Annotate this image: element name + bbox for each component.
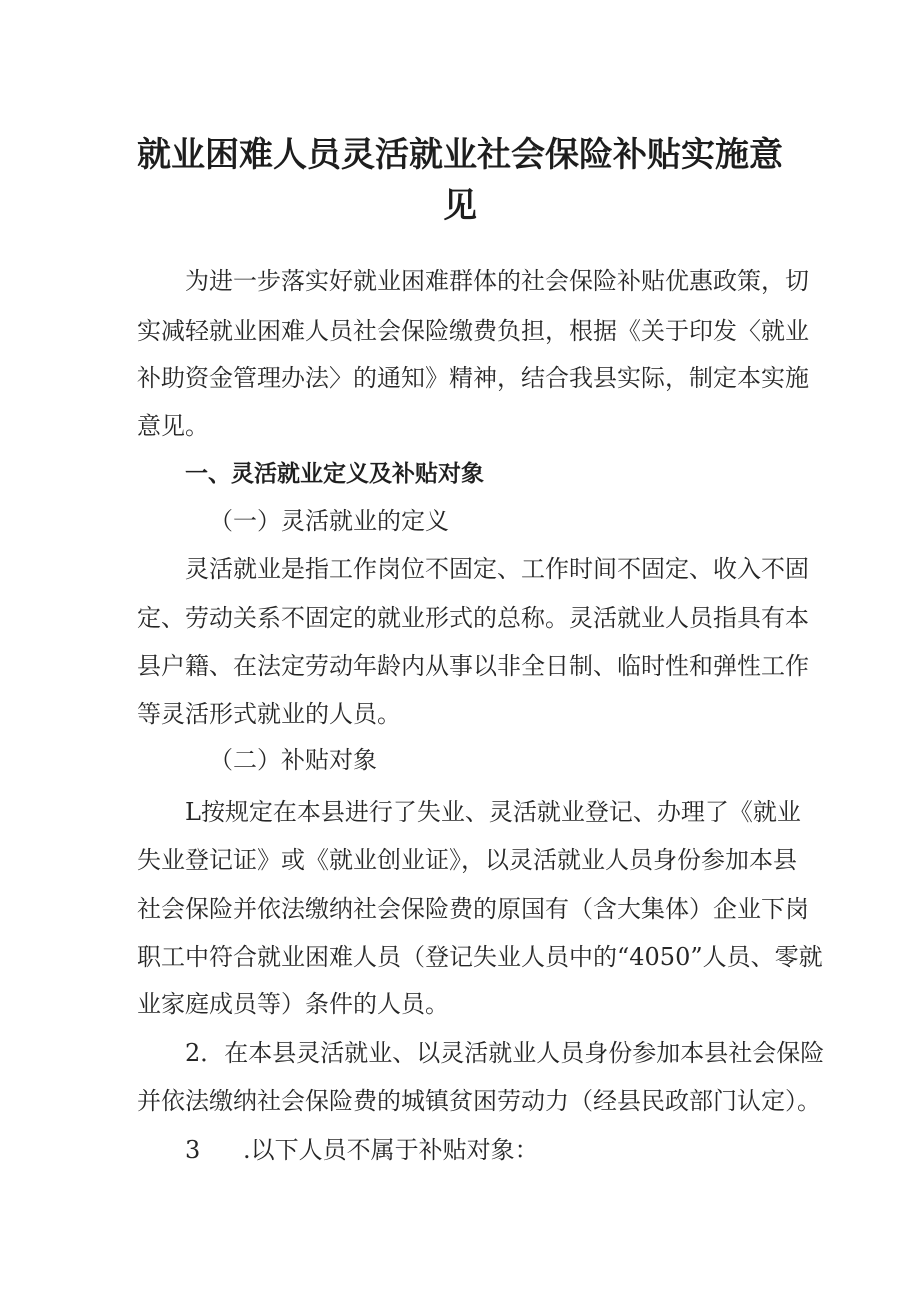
intro-line-3: 补助资金管理办法〉的通知》精神，结合我县实际，制定本实施 [137, 364, 809, 392]
document-title-line-2: 见 [443, 186, 477, 226]
subsection-1-line-1: 灵活就业是指工作岗位不固定、工作时间不固定、收入不固 [185, 555, 809, 583]
item-1-line-3: 社会保险并依法缴纳社会保险费的原国有（含大集体）企业下岗 [137, 895, 809, 923]
item-3-number: 3 [185, 1136, 201, 1164]
intro-line-4: 意见。 [137, 412, 209, 440]
item-1-line-2: 失业登记证》或《就业创业证》，以灵活就业人员身份参加本县 [137, 846, 797, 874]
section-1-heading: 一、灵活就业定义及补贴对象 [185, 461, 484, 487]
intro-line-1: 为进一步落实好就业困难群体的社会保险补贴优惠政策，切 [185, 267, 809, 295]
item-1-line-5: 业家庭成员等）条件的人员。 [137, 990, 449, 1018]
item-1-line-4: 职工中符合就业困难人员（登记失业人员中的“4050”人员、零就 [137, 943, 823, 971]
item-3-text: .以下人员不属于补贴对象： [243, 1136, 539, 1164]
item-2-line-2: 并依法缴纳社会保险费的城镇贫困劳动力（经县民政部门认定）。 [137, 1087, 821, 1115]
intro-line-2: 实减轻就业困难人员社会保险缴费负担，根据《关于印发〈就业 [137, 317, 809, 345]
subsection-1-heading: （一）灵活就业的定义 [209, 507, 449, 535]
subsection-1-line-3: 县户籍、在法定劳动年龄内从事以非全日制、临时性和弹性工作 [137, 652, 809, 680]
item-1-line-1: L按规定在本县进行了失业、灵活就业登记、办理了《就业 [185, 798, 801, 826]
document-title-line-1: 就业困难人员灵活就业社会保险补贴实施意 [137, 135, 783, 175]
subsection-1-line-4: 等灵活形式就业的人员。 [137, 700, 401, 728]
subsection-1-line-2: 定、劳动关系不固定的就业形式的总称。灵活就业人员指具有本 [137, 604, 809, 632]
item-2-line-1: 2．在本县灵活就业、以灵活就业人员身份参加本县社会保险 [185, 1039, 825, 1067]
subsection-2-heading: （二）补贴对象 [209, 746, 377, 774]
